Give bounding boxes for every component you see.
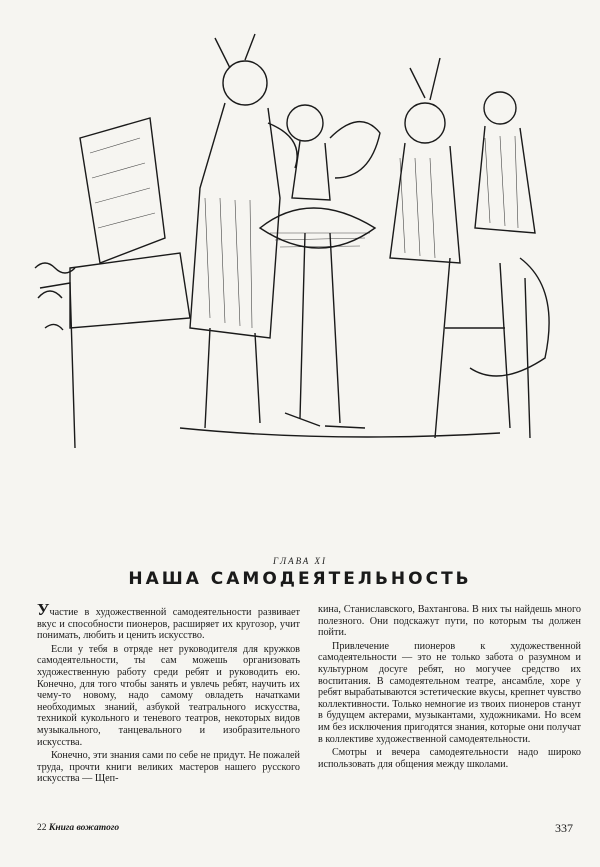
column-left bbox=[37, 600, 300, 829]
paragraph-text: частие в художественной самодеятельности развивает вкус и способности пионеров, расширяет их кругозор, учит понимать, любить и ценить искусство. bbox=[37, 607, 300, 642]
paragraph bbox=[37, 600, 300, 642]
chapter-title: НАША САМОДЕЯТЕЛЬНОСТЬ bbox=[128, 569, 472, 589]
theater-backstage-illustration bbox=[30, 28, 575, 448]
paragraph: Конечно, эти знания сами по себе не придут. Не пожалей труда, прочти книги великих мастеров нашего русского искусства — Щеп- bbox=[37, 750, 300, 785]
article-body bbox=[37, 600, 581, 829]
paragraph: Если у тебя в отряде нет руководителя для кружков самодеятельности, ты сам можешь организовать художественную работу среди ребят и руководить ею. Конечно, для того чтобы занять и увлечь ребят, научить их чему-то новому, надо самому овладеть начатками необходимых знаний, азбукой театрального искусства, техникой кукольного и теневого театров, некоторых видов музыкального, танцевального и изобразительного искусства. bbox=[37, 643, 300, 748]
paragraph: кина, Станиславского, Вахтангова. В них ты найдешь много полезного. Они подскажут пути, по которым ты должен пойти. bbox=[318, 604, 581, 639]
paragraph: Привлечение пионеров к художественной самодеятельности — это не только забота о разумном и культурном досуге ребят, но могучее средство их воспитания. В самодеятельном театре, ансамбле, хоре у ребят вырабатываются эстетические вкусы, крепнет чувство коллективности. Только немногие из твоих пионеров станут в будущем актерами, музыкантами, художниками. Но всем им без исключения пригодятся знания, которые они получат в коллективе художественной самодеятельности. bbox=[318, 640, 581, 745]
signature-number: 22 bbox=[37, 823, 47, 833]
drop-cap: У bbox=[37, 600, 50, 619]
signature-title: Книга вожатого bbox=[48, 823, 120, 833]
page-number: 337 bbox=[555, 821, 573, 835]
paragraph: Смотры и вечера самодеятельности надо широко использовать для общения между школами. bbox=[318, 747, 581, 770]
chapter-label: ГЛАВА XI bbox=[273, 556, 327, 566]
column-right bbox=[318, 604, 581, 829]
print-signature bbox=[37, 823, 119, 833]
